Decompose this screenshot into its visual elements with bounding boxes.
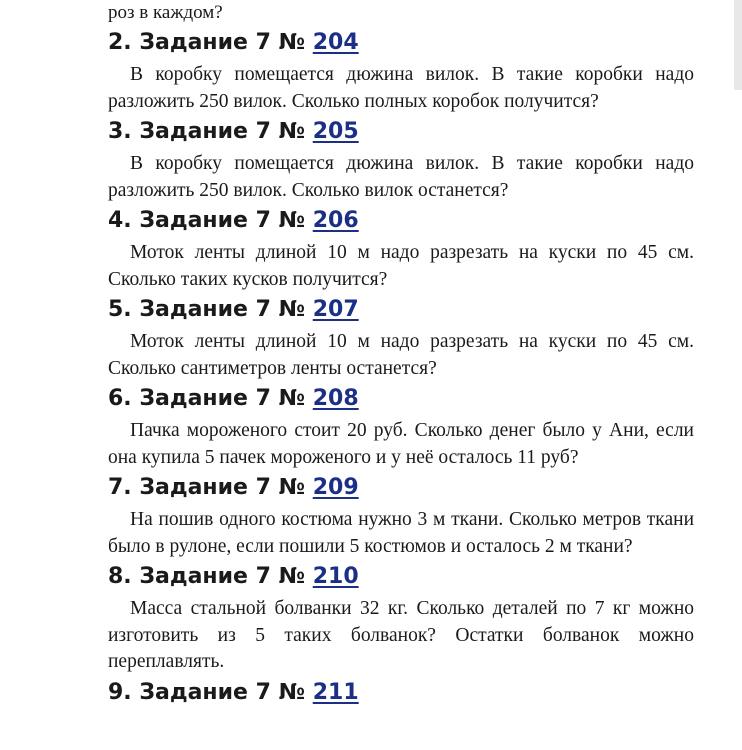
task-text: Масса стальной болванки 32 кг. Сколько деталей по 7 кг можно изготовить из 5 таких болванок? Остатки болванок можно переплавлять. xyxy=(108,598,694,672)
task-id-link[interactable]: 204 xyxy=(312,30,359,55)
task-text: Пачка мороженого стоит 20 руб. Сколько денег было у Ани, если она купила 5 пачек мороженого и у неё осталось 11 руб? xyxy=(108,420,694,468)
task-heading xyxy=(108,678,694,708)
task-title: Задание 7 № xyxy=(139,564,306,589)
scrollbar[interactable] xyxy=(734,0,742,90)
task-number: 3. xyxy=(108,119,132,144)
task-number: 7. xyxy=(108,475,132,500)
task-number: 8. xyxy=(108,564,132,589)
task-title: Задание 7 № xyxy=(139,119,306,144)
task-heading xyxy=(108,562,694,592)
task-id-link[interactable]: 207 xyxy=(312,297,359,322)
task-item xyxy=(108,678,694,708)
task-item xyxy=(108,473,694,560)
previous-task-fragment: роз в каждом? xyxy=(108,2,223,23)
task-heading xyxy=(108,384,694,414)
task-heading xyxy=(108,206,694,236)
task-id-link[interactable]: 209 xyxy=(312,475,359,500)
task-number: 6. xyxy=(108,386,132,411)
task-list xyxy=(108,0,694,712)
task-number: 5. xyxy=(108,297,132,322)
task-heading xyxy=(108,295,694,325)
task-item xyxy=(108,295,694,382)
task-text: Моток ленты длиной 10 м надо разрезать на куски по 45 см. Сколько сантиметров ленты останется? xyxy=(108,331,694,379)
task-title: Задание 7 № xyxy=(139,475,306,500)
task-id-link[interactable]: 208 xyxy=(312,386,359,411)
task-text: В коробку помещается дюжина вилок. В такие коробки надо разложить 250 вилок. Сколько вилок останется? xyxy=(108,153,694,201)
task-item xyxy=(108,562,694,676)
task-item xyxy=(108,28,694,115)
task-id-link[interactable]: 206 xyxy=(312,208,359,233)
task-item xyxy=(108,384,694,471)
task-number: 4. xyxy=(108,208,132,233)
task-text: В коробку помещается дюжина вилок. В такие коробки надо разложить 250 вилок. Сколько полных коробок получится? xyxy=(108,64,694,112)
task-item xyxy=(108,117,694,204)
task-id-link[interactable]: 210 xyxy=(312,564,359,589)
task-heading xyxy=(108,473,694,503)
task-heading xyxy=(108,28,694,58)
task-number: 9. xyxy=(108,679,132,705)
task-text: На пошив одного костюма нужно 3 м ткани. Сколько метров ткани было в рулоне, если пошили 5 костюмов и осталось 2 м ткани? xyxy=(108,509,694,557)
task-id-link[interactable]: 211 xyxy=(312,679,359,705)
task-heading xyxy=(108,117,694,147)
task-title: Задание 7 № xyxy=(139,386,306,411)
task-title: Задание 7 № xyxy=(139,30,306,55)
task-number: 2. xyxy=(108,30,132,55)
task-title: Задание 7 № xyxy=(139,208,306,233)
task-title: Задание 7 № xyxy=(139,297,306,322)
task-id-link[interactable]: 205 xyxy=(312,119,359,144)
task-item xyxy=(108,206,694,293)
task-text: Моток ленты длиной 10 м надо разрезать на куски по 45 см. Сколько таких кусков получится? xyxy=(108,242,694,290)
task-title: Задание 7 № xyxy=(139,679,306,705)
